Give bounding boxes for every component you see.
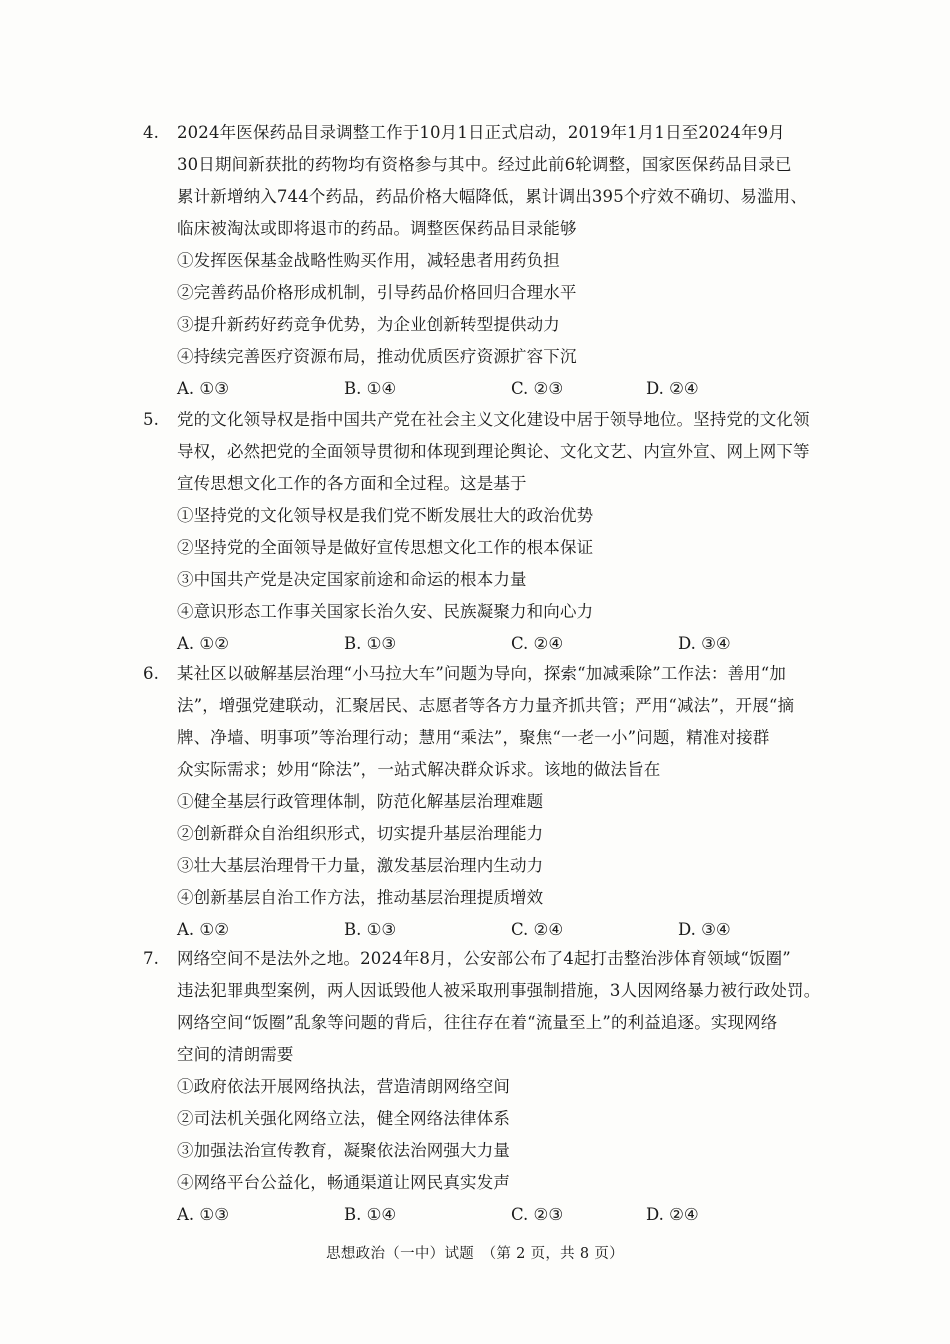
question-stem-line: 30日期间新获批的药物均有资格参与其中。经过此前6轮调整，国家医保药品目录已 <box>177 155 792 174</box>
option-d[interactable]: D. ③④ <box>678 920 731 939</box>
question-stem-line: 众实际需求；妙用“除法”，一站式解决群众诉求。该地的做法旨在 <box>177 760 661 779</box>
statement-3: ③壮大基层治理骨干力量，激发基层治理内生动力 <box>177 856 544 875</box>
option-c[interactable]: C. ②③ <box>511 379 564 398</box>
option-d[interactable]: D. ②④ <box>646 379 699 398</box>
question-7 <box>143 943 823 1231</box>
statement-4: ④创新基层自治工作方法，推动基层治理提质增效 <box>177 888 544 907</box>
question-stem-text: 2024年医保药品目录调整工作于10月1日正式启动，2019年1月1日至2024年9月 <box>177 123 785 142</box>
option-c[interactable]: C. ②③ <box>511 1205 564 1224</box>
question-stem-line: 导权，必然把党的全面领导贯彻和体现到理论舆论、文化文艺、内宣外宣、网上网下等 <box>177 442 810 461</box>
question-stem-line <box>143 117 823 149</box>
answer-options <box>143 914 823 946</box>
option-c[interactable]: C. ②④ <box>511 920 564 939</box>
question-stem-line: 牌、净墙、明事项”等治理行动；慧用“乘法”，聚焦“一老一小”问题，精准对接群 <box>177 728 770 747</box>
option-a[interactable]: A. ①② <box>177 634 229 653</box>
option-b[interactable]: B. ①③ <box>344 634 397 653</box>
question-number: 4. <box>143 123 160 142</box>
statement-1: ①发挥医保基金战略性购买作用，减轻患者用药负担 <box>177 251 560 270</box>
question-5 <box>143 404 823 660</box>
question-stem-line: 违法犯罪典型案例，两人因诋毁他人被采取刑事强制措施，3人因网络暴力被行政处罚。 <box>177 981 821 1000</box>
statement-4: ④持续完善医疗资源布局，推动优质医疗资源扩容下沉 <box>177 347 577 366</box>
option-b[interactable]: B. ①④ <box>344 379 397 398</box>
statement-3: ③提升新药好药竞争优势，为企业创新转型提供动力 <box>177 315 560 334</box>
statement-2: ②创新群众自治组织形式，切实提升基层治理能力 <box>177 824 544 843</box>
option-b[interactable]: B. ①④ <box>344 1205 397 1224</box>
question-stem-line: 累计新增纳入744个药品，药品价格大幅降低，累计调出395个疗效不确切、易滥用、 <box>177 187 807 206</box>
statement-1: ①健全基层行政管理体制，防范化解基层治理难题 <box>177 792 544 811</box>
question-4 <box>143 117 823 405</box>
statement-2: ②司法机关强化网络立法，健全网络法律体系 <box>177 1109 510 1128</box>
option-c[interactable]: C. ②④ <box>511 634 564 653</box>
option-a[interactable]: A. ①③ <box>177 1205 229 1224</box>
answer-options <box>143 1199 823 1231</box>
question-stem-line: 临床被淘汰或即将退市的药品。调整医保药品目录能够 <box>177 219 577 238</box>
page-footer: 思想政治（一中）试题 （第 2 页，共 8 页） <box>326 1246 624 1262</box>
question-stem-text: 党的文化领导权是指中国共产党在社会主义文化建设中居于领导地位。坚持党的文化领 <box>177 410 810 429</box>
question-number: 6. <box>143 664 160 683</box>
question-stem-line: 空间的清朗需要 <box>177 1045 294 1064</box>
answer-options <box>143 628 823 660</box>
statement-3: ③中国共产党是决定国家前途和命运的根本力量 <box>177 570 527 589</box>
option-b[interactable]: B. ①③ <box>344 920 397 939</box>
question-stem-line: 法”，增强党建联动，汇聚居民、志愿者等各方力量齐抓共管；严用“减法”，开展“摘 <box>177 696 795 715</box>
statement-4: ④网络平台公益化，畅通渠道让网民真实发声 <box>177 1173 510 1192</box>
option-d[interactable]: D. ②④ <box>646 1205 699 1224</box>
option-a[interactable]: A. ①② <box>177 920 229 939</box>
question-stem-text: 某社区以破解基层治理“小马拉大车”问题为导向，探索“加减乘除”工作法：善用“加 <box>177 664 787 683</box>
question-stem-line <box>143 404 823 436</box>
question-stem-text: 网络空间不是法外之地。2024年8月，公安部公布了4起打击整治涉体育领域“饭圈” <box>177 949 791 968</box>
question-stem-line: 网络空间“饭圈”乱象等问题的背后，往往存在着“流量至上”的利益追逐。实现网络 <box>177 1013 778 1032</box>
answer-options <box>143 373 823 405</box>
statement-2: ②坚持党的全面领导是做好宣传思想文化工作的根本保证 <box>177 538 594 557</box>
statement-3: ③加强法治宣传教育，凝聚依法治网强大力量 <box>177 1141 510 1160</box>
question-stem-line <box>143 658 823 690</box>
question-number: 7. <box>143 949 160 968</box>
statement-4: ④意识形态工作事关国家长治久安、民族凝聚力和向心力 <box>177 602 594 621</box>
statement-2: ②完善药品价格形成机制，引导药品价格回归合理水平 <box>177 283 577 302</box>
statement-1: ①坚持党的文化领导权是我们党不断发展壮大的政治优势 <box>177 506 594 525</box>
question-number: 5. <box>143 410 160 429</box>
question-stem-line: 宣传思想文化工作的各方面和全过程。这是基于 <box>177 474 527 493</box>
question-6 <box>143 658 823 946</box>
question-stem-line <box>143 943 823 975</box>
statement-1: ①政府依法开展网络执法，营造清朗网络空间 <box>177 1077 510 1096</box>
option-d[interactable]: D. ③④ <box>678 634 731 653</box>
option-a[interactable]: A. ①③ <box>177 379 229 398</box>
